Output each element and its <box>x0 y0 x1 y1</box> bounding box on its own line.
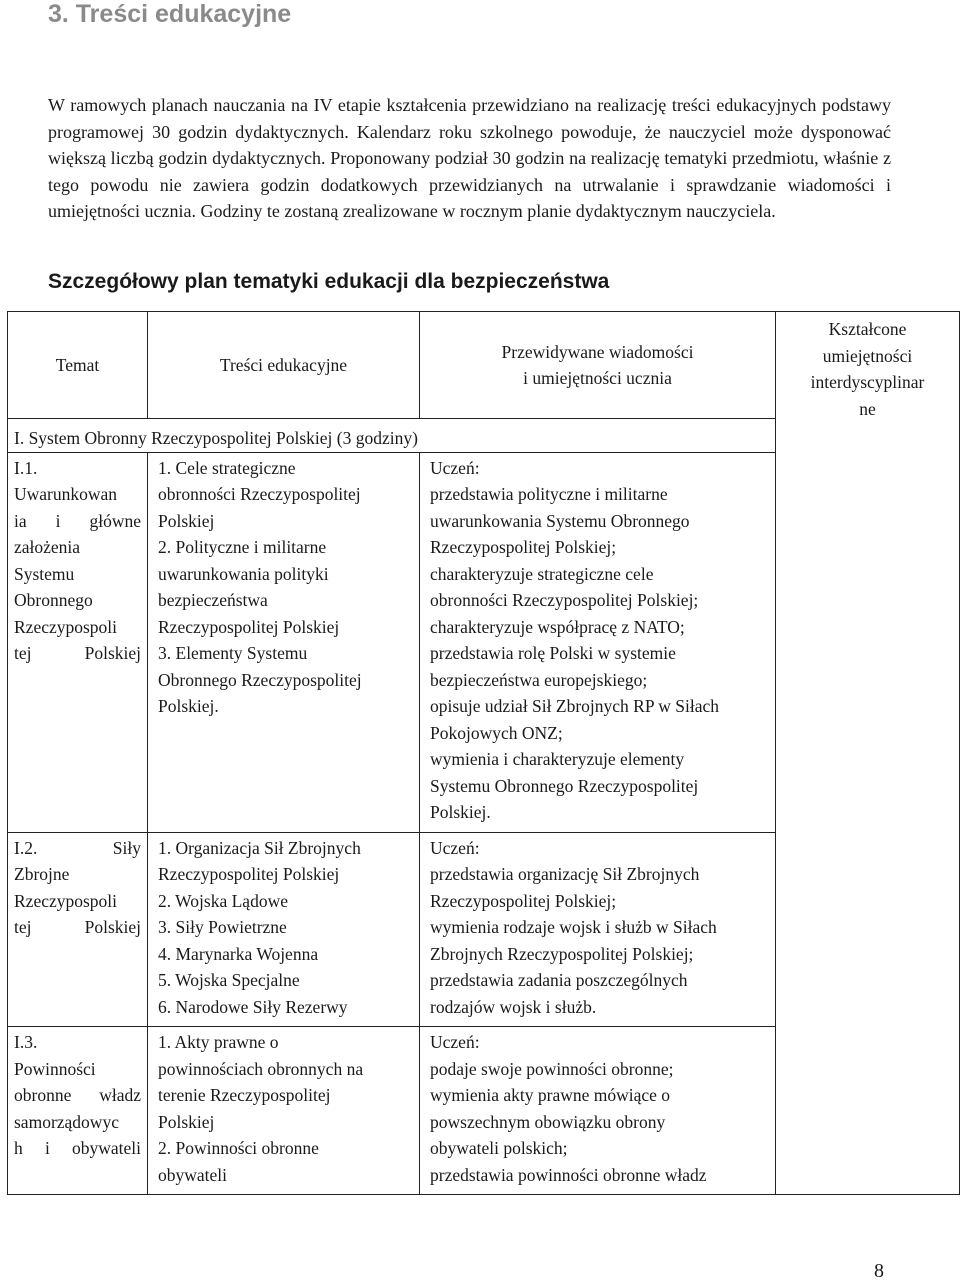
table-header-row <box>8 312 960 419</box>
row-tresci-line: Polskiej <box>158 510 215 531</box>
row-temat-line: Systemu <box>14 563 75 584</box>
row-przewidywane <box>420 452 776 832</box>
row-tresci-line: 2. Wojska Lądowe <box>158 890 288 911</box>
row-temat-line: Rzeczypospoli <box>14 616 118 637</box>
row-przewidywane-line: bezpieczeństwa europejskiego; <box>430 669 648 690</box>
row-przewidywane-line: obronności Rzeczypospolitej Polskiej; <box>430 590 699 610</box>
row-przewidywane-line: Pokojowych ONZ; <box>430 722 563 743</box>
row-temat-line: Powinności <box>14 1058 96 1079</box>
row-przewidywane-line: charakteryzuje strategiczne cele <box>430 563 654 584</box>
row-tresci-line: 2. Polityczne i militarne <box>158 537 327 557</box>
row-tresci <box>148 452 420 832</box>
row-przewidywane-line: przedstawia organizację Sił Zbrojnych <box>430 864 700 884</box>
row-tresci-line: powinnościach obronnych na <box>158 1058 364 1079</box>
row-temat <box>8 452 148 832</box>
row-tresci-line: 1. Cele strategiczne <box>158 457 296 478</box>
row-przewidywane-line: wymienia akty prawne mówiące o <box>430 1085 671 1105</box>
row-przewidywane-line: Uczeń: <box>430 1032 480 1052</box>
row-temat-line: I.1. <box>14 457 38 478</box>
row-temat-line: h i obywateli <box>14 1138 141 1158</box>
row-przewidywane <box>420 1027 776 1195</box>
row-przewidywane-line: przedstawia powinności obronne władz <box>430 1164 707 1185</box>
row-tresci-line: Rzeczypospolitej Polskiej <box>158 864 340 884</box>
row-przewidywane-line: przedstawia zadania poszczególnych <box>430 970 688 990</box>
row-tresci-line: 5. Wojska Specjalne <box>158 970 300 990</box>
row-przewidywane-line: Uczeń: <box>430 837 480 858</box>
section-heading: 3. Treści edukacyjne <box>48 0 292 28</box>
row-temat-line: I.3. <box>14 1032 38 1052</box>
row-przewidywane-line: uwarunkowania Systemu Obronnego <box>430 510 690 531</box>
row-temat-line: ia i główne <box>14 510 141 531</box>
row-przewidywane-line: Systemu Obronnego Rzeczypospolitej <box>430 775 699 796</box>
plan-table <box>7 311 960 1195</box>
row-temat-line: Uwarunkowan <box>14 484 118 504</box>
row-temat <box>8 1027 148 1195</box>
row-tresci-line: 3. Siły Powietrzne <box>158 917 287 937</box>
row-tresci-line: bezpieczeństwa <box>158 590 268 610</box>
row-tresci-line: Polskiej <box>158 1111 215 1132</box>
row-temat-line: Zbrojne <box>14 864 70 884</box>
row-temat-line: Obronnego <box>14 590 93 610</box>
row-tresci-line: terenie Rzeczypospolitej <box>158 1085 331 1105</box>
row-temat-line: samorządowyc <box>14 1111 119 1132</box>
row-temat-line: tej Polskiej <box>14 643 141 663</box>
row-tresci-line: 2. Powinności obronne <box>158 1138 319 1158</box>
row-temat-line: tej Polskiej <box>14 917 141 937</box>
row-tresci-line: obronności Rzeczypospolitej <box>158 484 361 504</box>
row-tresci <box>148 832 420 1027</box>
page-number: 8 <box>874 1260 884 1282</box>
row-temat-line: Rzeczypospoli <box>14 890 118 911</box>
row-przewidywane <box>420 832 776 1027</box>
header-ksztalcone: Kształcone umiejętności interdyscyplinar ne <box>776 312 960 1195</box>
row-przewidywane-line: podaje swoje powinności obronne; <box>430 1058 674 1079</box>
row-tresci-line: 1. Akty prawne o <box>158 1032 279 1052</box>
row-tresci-line: Obronnego Rzeczypospolitej <box>158 669 362 690</box>
header-tresci: Treści edukacyjne <box>148 312 420 419</box>
header-temat: Temat <box>8 312 148 419</box>
row-przewidywane-line: wymienia i charakteryzuje elementy <box>430 749 685 769</box>
plan-heading: Szczegółowy plan tematyki edukacji dla bezpieczeństwa <box>48 270 610 293</box>
row-przewidywane-line: Rzeczypospolitej Polskiej; <box>430 890 617 911</box>
row-temat-line: założenia <box>14 537 81 557</box>
row-tresci-line: 1. Organizacja Sił Zbrojnych <box>158 837 361 858</box>
row-tresci-line: uwarunkowania polityki <box>158 563 329 584</box>
row-temat-line: I.2. Siły <box>14 837 141 858</box>
row-przewidywane-line: przedstawia polityczne i militarne <box>430 484 668 504</box>
row-przewidywane-line: przedstawia rolę Polski w systemie <box>430 643 676 663</box>
row-przewidywane-line: powszechnym obowiązku obrony <box>430 1111 666 1132</box>
row-przewidywane-line: obywateli polskich; <box>430 1138 568 1158</box>
row-przewidywane-line: Uczeń: <box>430 457 480 478</box>
row-tresci-line: Polskiej. <box>158 696 219 716</box>
row-tresci-line: 4. Marynarka Wojenna <box>158 943 319 964</box>
row-przewidywane-line: opisuje udział Sił Zbrojnych RP w Siłach <box>430 696 720 716</box>
row-przewidywane-line: charakteryzuje współpracę z NATO; <box>430 616 685 637</box>
header-przewidywane: Przewidywane wiadomości i umiejętności ucznia <box>420 312 776 419</box>
row-przewidywane-line: wymienia rodzaje wojsk i służb w Siłach <box>430 917 717 937</box>
row-tresci-line: Rzeczypospolitej Polskiej <box>158 616 340 637</box>
row-tresci-line: 3. Elementy Systemu <box>158 643 308 663</box>
section-title: I. System Obronny Rzeczypospolitej Polskiej (3 godziny) <box>8 419 776 453</box>
row-tresci <box>148 1027 420 1195</box>
row-przewidywane-line: Rzeczypospolitej Polskiej; <box>430 537 617 557</box>
row-tresci-line: obywateli <box>158 1164 228 1185</box>
row-przewidywane-line: rodzajów wojsk i służb. <box>430 996 597 1017</box>
row-przewidywane-line: Zbrojnych Rzeczypospolitej Polskiej; <box>430 943 694 964</box>
row-tresci-line: 6. Narodowe Siły Rezerwy <box>158 996 348 1017</box>
row-temat <box>8 832 148 1027</box>
intro-paragraph: W ramowych planach nauczania na IV etapie kształcenia przewidziano na realizację treści edukacyjnych podstawy programowej 30 godzin dydaktycznych. Kalendarz roku szkolnego powoduje, że nauczyciel może dysponować większą liczbą godzin dydaktycznych. Proponowany podział 30 godzin na realizację tematyki przedmiotu, właśnie z tego powodu nie zawiera godzin dodatkowych przewidzianych na utrwalanie i sprawdzanie wiadomości i umiejętności ucznia. Godziny te zostaną zrealizowane w rocznym planie dydaktycznym nauczyciela. <box>48 95 891 221</box>
row-temat-line: obronne władz <box>14 1085 141 1105</box>
row-przewidywane-line: Polskiej. <box>430 802 491 822</box>
